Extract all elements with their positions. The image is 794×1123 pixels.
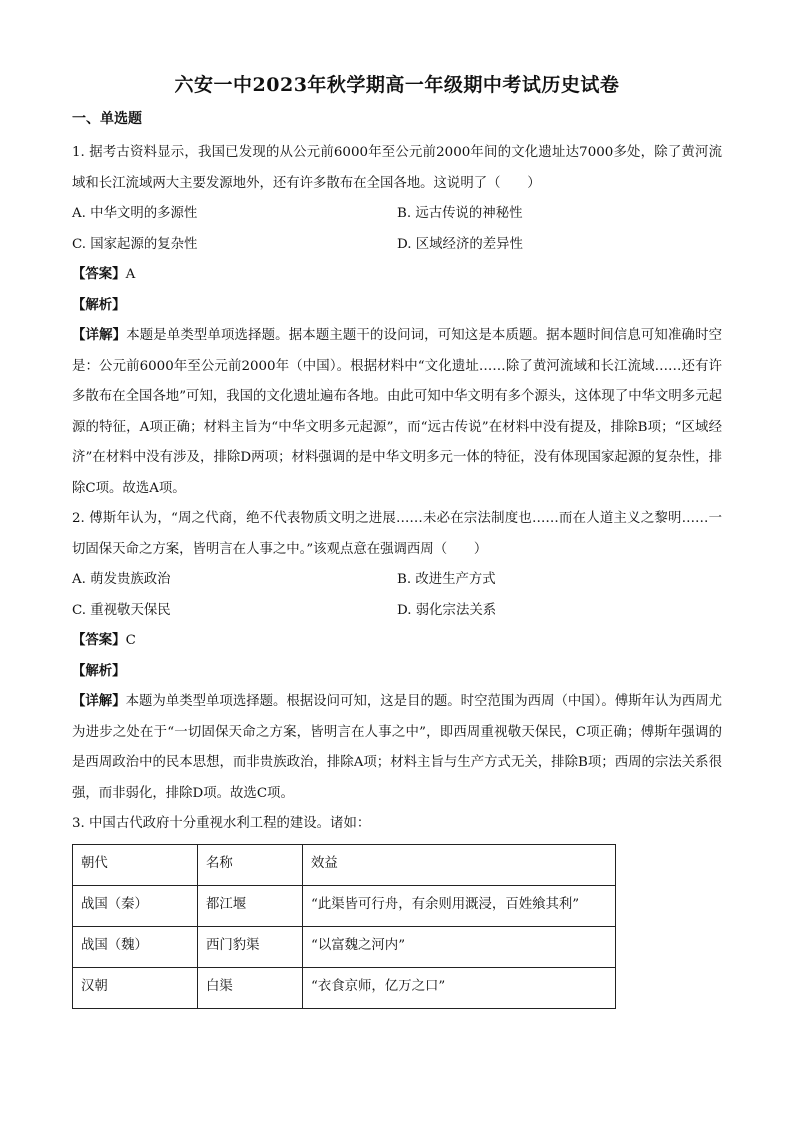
table-cell: 战国（魏） xyxy=(73,926,198,967)
water-projects-table xyxy=(72,844,616,1009)
detail-tag: 【详解】 xyxy=(72,328,127,343)
questions-content xyxy=(72,138,722,1009)
question-2-option-b[interactable]: B. 改进生产方式 xyxy=(397,572,496,587)
table-cell: 都江堰 xyxy=(198,885,303,926)
answer-tag: 【答案】 xyxy=(72,633,126,648)
question-3-stem: 3. 中国古代政府十分重视水利工程的建设。诸如： xyxy=(72,816,371,831)
question-2-option-c[interactable]: C. 重视敬天保民 xyxy=(72,602,171,618)
question-1-option-d[interactable]: D. 区域经济的差异性 xyxy=(397,236,523,252)
page-title: 六安一中2023年秋学期高一年级期中考试历史试卷 xyxy=(174,74,620,96)
question-2-option-a[interactable]: A. 萌发贵族政治 xyxy=(72,572,171,587)
question-2-answer xyxy=(72,626,722,657)
question-2-option-d[interactable]: D. 弱化宗法关系 xyxy=(397,602,497,618)
question-2-analysis-heading xyxy=(72,657,722,688)
question-1-option-b[interactable]: B. 远古传说的神秘性 xyxy=(397,206,523,221)
table-cell: 西门豹渠 xyxy=(198,926,303,967)
detail-tag: 【详解】 xyxy=(72,694,126,709)
analysis-tag: 【解析】 xyxy=(72,297,126,313)
answer-value: C xyxy=(125,633,136,648)
analysis-tag: 【解析】 xyxy=(72,663,126,679)
table-row xyxy=(73,885,616,926)
question-1-analysis-heading xyxy=(72,291,722,322)
question-1-answer xyxy=(72,260,722,291)
table-cell: “衣食京师，亿万之口” xyxy=(303,967,616,1008)
question-1-stem: 1. 据考古资料显示，我国已发现的从公元前6000年至公元前2000年间的文化遗址达7000多处，除了黄河流域和长江流域两大主要发源地外，还有许多散布在全国各地。这说明了（ ） xyxy=(72,145,722,191)
question-2-detail xyxy=(72,687,722,809)
table-header-cell: 名称 xyxy=(198,844,303,885)
table-cell: 白渠 xyxy=(198,967,303,1008)
table-header-row xyxy=(73,844,616,885)
table-header-cell: 效益 xyxy=(303,844,616,885)
answer-tag: 【答案】 xyxy=(72,267,126,282)
answer-value: A xyxy=(125,267,136,282)
detail-text: 本题为单类型单项选择题。根据设问可知，这是目的题。时空范围为西周（中国）。傅斯年认为西周尤为进步之处在于“一切固保天命之方案，皆明言在人事之中”，即西周重视敬天保民，C项正确；傅斯年强调的是西周政治中的民本思想，而非贵族政治，排除A项；材料主旨与生产方式无关，排除B项；西周的宗法关系很强，而非弱化，排除D项。故选C项。 xyxy=(72,694,722,801)
table-row xyxy=(73,967,616,1008)
table-cell: 汉朝 xyxy=(73,967,198,1008)
question-1-option-a[interactable]: A. 中华文明的多源性 xyxy=(72,206,198,221)
table-header-cell: 朝代 xyxy=(73,844,198,885)
question-2-options xyxy=(72,565,722,626)
table-row xyxy=(73,926,616,967)
question-1-options xyxy=(72,199,722,260)
section-heading: 一、单选题 xyxy=(72,111,142,127)
question-1-detail xyxy=(72,321,722,504)
table-cell: 战国（秦） xyxy=(73,885,198,926)
detail-text: 本题是单类型单项选择题。据本题主题干的设问词，可知这是本质题。据本题时间信息可知准确时空是：公元前6000年至公元前2000年（中国）。根据材料中“文化遗址……除了黄河流域和长江流域……还有许多散布在全国各地”可知，我国的文化遗址遍布各地。由此可知中华文明有多个源头，这体现了中华文明多元起源的特征，A项正确；材料主旨为“中华文明多元起源”，而“远古传说”在材料中没有提及，排除B项；“区域经济”在材料中没有涉及，排除D两项；材料强调的是中华文明多元一体的特征，没有体现国家起源的复杂性，排除C项。故选A项。 xyxy=(72,328,723,496)
question-2-stem: 2. 傅斯年认为，“周之代商，绝不代表物质文明之进展……未必在宗法制度也……而在人道主义之黎明……一切固保天命之方案，皆明言在人事之中。”该观点意在强调西周（ ） xyxy=(72,511,722,557)
question-1-option-c[interactable]: C. 国家起源的复杂性 xyxy=(72,236,198,252)
table-cell: “此渠皆可行舟，有余则用溉浸，百姓飨其利” xyxy=(303,885,616,926)
table-cell: “以富魏之河内” xyxy=(303,926,616,967)
